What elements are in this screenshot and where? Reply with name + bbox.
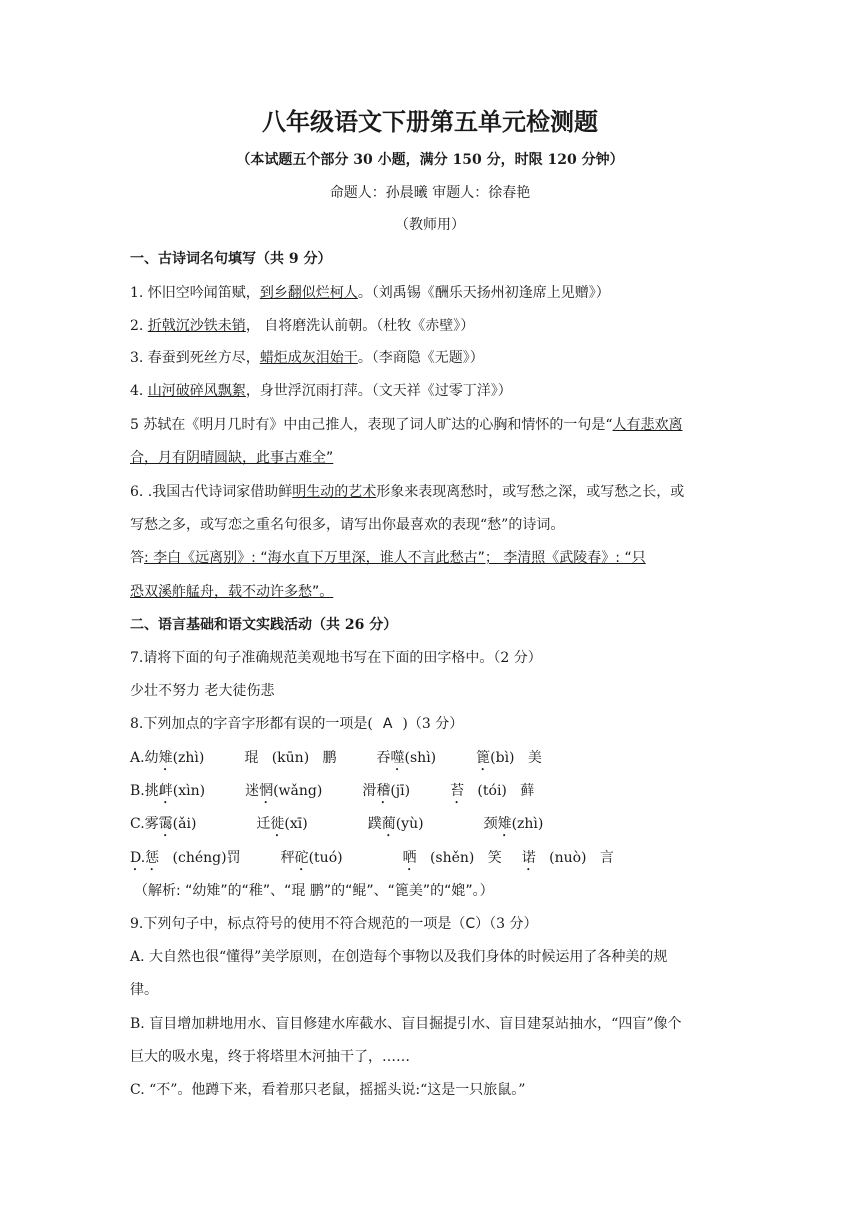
q8d-pinyin4: (nuò): [549, 850, 587, 866]
q8c-word4: 颈: [483, 816, 498, 832]
q8d-dot1: D.惩: [130, 850, 160, 866]
question-4: [130, 381, 512, 401]
question-8: [130, 714, 463, 734]
q3-source: 。（李商隐《无题》）: [357, 350, 484, 366]
q8-score: )（3 分）: [402, 716, 464, 732]
question-7: 7.请将下面的句子准确规范美观地书写在下面的田字格中。（2 分）: [130, 650, 542, 666]
q8d-word2: 秤: [280, 850, 295, 866]
q9-option-a: A. 大自然也很“懂得”美学原则，在创造每个事物以及我们身体的时候运用了各种美的规: [130, 949, 668, 965]
q8a-dot4: 篦: [476, 750, 491, 766]
q8a-dot3: 噬: [390, 750, 405, 766]
q8d-pinyin3: (shěn): [429, 850, 475, 866]
q8a-pinyin4: (bì): [490, 750, 515, 766]
q8b-pinyin1: (xìn): [172, 783, 206, 799]
q8c-dot4: 雉: [497, 816, 512, 832]
q8b-pinyin4: (tói): [477, 783, 507, 799]
q9-option-b: B. 盲目增加耕地用水、盲目修建水库截水、盲目掘提引水、盲目建泵站抽水，“四盲”像个: [130, 1016, 682, 1032]
q1-source: 。（刘禹锡《酬乐天扬州初逢席上见赠》）: [357, 285, 610, 301]
section2-heading: 二、语言基础和语文实践活动（共 26 分）: [130, 617, 398, 633]
edition-label: （教师用）: [395, 217, 465, 233]
question-6-answer: [130, 548, 646, 568]
q8a-word2b: 鹏: [322, 750, 337, 766]
q9-option-b-cont: 巨大的吸水鬼，终于将塔里木河抽干了，……: [130, 1049, 410, 1065]
q8c-pinyin1: (ǎi): [172, 816, 197, 832]
q8b-pinyin3: (jī): [390, 783, 411, 799]
question-6-cont: 写愁之多，或写恋之重名句很多，请写出你最喜欢的表现“愁”的诗词。: [130, 517, 565, 533]
q8d-pinyin2: (tuó): [308, 850, 343, 866]
question-5: [130, 415, 683, 435]
q8b-pinyin2: (wǎng): [273, 783, 323, 799]
q8c-dot3: 蔺: [381, 816, 396, 832]
question-1: [130, 283, 610, 303]
question-3: [130, 348, 484, 368]
q4-answer: 山河破碎风飘絮: [147, 383, 246, 399]
question-6: [130, 482, 684, 502]
q8c-dot1: 霭: [158, 816, 173, 832]
question-9: [130, 914, 538, 934]
answer-label: 答: [130, 550, 144, 566]
q8-option-d: [130, 848, 614, 874]
q8a-word4b: 美: [527, 750, 542, 766]
q8b-word2: 迷: [245, 783, 260, 799]
q6-answer-part1: : 李白《远离别》: “海水直下万里深，谁人不言此愁古”； 李清照《武陵春》: “只: [144, 550, 646, 566]
page-title: 八年级语文下册第五单元检测题: [262, 107, 598, 136]
q9-option-c: C. “不”。他蹲下来，看着那只老鼠，摇摇头说:“这是一只旅鼠。”: [130, 1082, 526, 1098]
q8c-pinyin2: (xī): [284, 816, 308, 832]
q8b-word1: B.挑: [130, 783, 159, 799]
q8b-dot2: 惘: [259, 783, 274, 799]
q4-text: 4.: [130, 383, 148, 399]
q1-answer: 到乡翻似烂柯人: [259, 285, 358, 301]
q8d-dot3: 哂: [402, 850, 417, 866]
q8c-word2: 迁: [256, 816, 271, 832]
q8-text: 8.下列加点的字音字形都有误的一项是(: [130, 716, 373, 732]
q8-option-c: [130, 814, 543, 840]
q6-text-a: 6. .我国古代诗词家借助鲜: [130, 484, 293, 500]
q8a-pinyin2: (kūn): [271, 750, 310, 766]
q8c-dot2: 徙: [270, 816, 285, 832]
q8b-dot1: 衅: [158, 783, 173, 799]
q6-underlined-phrase: 明生动的艺术: [292, 484, 377, 500]
q3-text: 3. 春蚕到死丝方尽，: [130, 350, 260, 366]
q8-option-b: [130, 781, 534, 807]
q8b-dot3: 稽: [376, 783, 391, 799]
question-5-cont: [130, 448, 333, 468]
q8c-word1: C.雾: [130, 816, 159, 832]
q8b-word3: 滑: [362, 783, 377, 799]
q8a-word1: A.幼: [130, 750, 159, 766]
q8a-pinyin3: (shì): [404, 750, 437, 766]
q6-text-b: 形象来表现离愁时，或写愁之深，或写愁之长，或: [376, 484, 685, 500]
q8-answer: A: [382, 716, 393, 732]
question-7-sentence: 少壮不努力 老大徒伤悲: [130, 683, 275, 699]
q8c-pinyin4: (zhì): [511, 816, 544, 832]
q3-answer: 蜡炬成灰泪始干: [259, 350, 358, 366]
q5-answer-part2: 合，月有阴晴圆缺，此事古难全”: [130, 450, 334, 466]
q9-text: 9.下列句子中，标点符号的使用不符合规范的一项是（: [130, 916, 466, 932]
q8c-pinyin3: (yù): [395, 816, 424, 832]
q4-source: ，身世浮沉雨打萍。（文天祥《过零丁洋》）: [245, 383, 512, 399]
q8a-pinyin1: (zhì): [172, 750, 205, 766]
q8c-word3: 蹼: [367, 816, 382, 832]
authors: 命题人：孙晨曦 审题人：徐春艳: [329, 185, 531, 201]
q8a-dot1: 雉: [158, 750, 173, 766]
q5-answer-part1: 人有悲欢离: [612, 417, 683, 433]
q8a-word2: 琨: [244, 750, 259, 766]
q8d-word3b: 笑: [487, 850, 502, 866]
q8a-word3: 吞: [376, 750, 391, 766]
q8d-dot2: 砣: [294, 850, 309, 866]
q9-option-a-cont: 律。: [130, 982, 158, 998]
q5-text: 5 苏轼在《明月几时有》中由己推人，表现了词人旷达的心胸和情怀的一句是“: [130, 417, 613, 433]
q8-option-a: [130, 748, 542, 774]
q8d-word4b: 言: [599, 850, 614, 866]
q1-text: 1. 怀旧空吟闻笛赋，: [130, 285, 260, 301]
q2-source: ， 自将磨洗认前朝。（杜牧《赤壁》）: [245, 318, 475, 334]
q8-analysis: （解析: “幼雉”的“稚”、“琨 鹏”的“鲲”、“篦美”的“媲”。）: [134, 883, 494, 899]
q8d-dot4: 诺: [521, 850, 536, 866]
section1-heading: 一、古诗词名句填写（共 9 分）: [130, 251, 332, 267]
question-2: [130, 316, 474, 336]
question-6-answer-cont: [130, 582, 333, 602]
q8b-word4b: 藓: [520, 783, 535, 799]
q9-answer: C: [465, 916, 476, 932]
exam-info: （本试题五个部分 30 小题，满分 150 分，时限 120 分钟）: [236, 152, 624, 168]
q2-text: 2.: [130, 318, 148, 334]
q6-answer-part2: 恐双溪舴艋舟，载不动许多愁”。: [130, 584, 334, 600]
q8b-dot4: 苔: [450, 783, 465, 799]
q9-score: ）（3 分）: [475, 916, 538, 932]
q2-answer: 折戟沉沙铁未销: [147, 318, 246, 334]
q8d-pinyin1: (chéng)罚: [172, 850, 241, 866]
